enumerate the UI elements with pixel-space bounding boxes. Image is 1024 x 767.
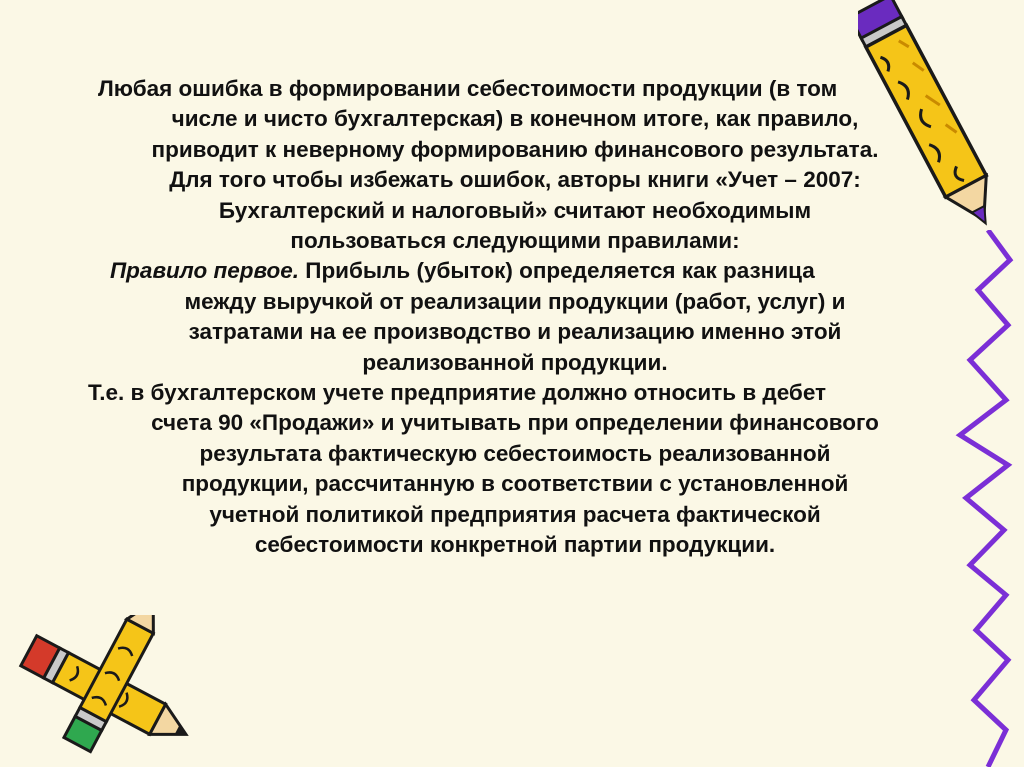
text-line: числе и чисто бухгалтерская) в конечном итоге, как правило, [171,106,859,132]
rule-text: Прибыль (убыток) определяется как разница [299,258,815,284]
text-line: учетной политикой предприятия расчета фактической [209,501,821,527]
text-line: продукции, рассчитанную в соответствии с установленной [181,471,849,497]
text-line: реализованной продукции. [362,349,668,375]
text-line: затратами на ее производство и реализацию именно этой [188,319,842,345]
text-line: между выручкой от реализации продукции (работ, услуг) и [184,288,846,314]
squiggle-line [948,230,1024,767]
text-line: приводит к неверному формированию финансового результата. [151,136,879,162]
text-line: Для того чтобы избежать ошибок, авторы книги «Учет – 2007: [169,167,861,193]
text-line: Любая ошибка в формировании себестоимости продукции (в том [98,76,838,101]
rule-heading: Правило первое. [110,258,300,284]
text-line: результата фактическую себестоимость реализованной [199,440,831,466]
pencil-icon [858,0,1008,245]
slide-text [80,74,950,561]
text-line: себестоимости конкретной партии продукции. [254,532,776,558]
text-line: счета 90 «Продажи» и учитывать при определении финансового [151,410,879,436]
text-line: Т.е. в бухгалтерском учете предприятие должно относить в дебет [88,380,827,406]
text-line: Бухгалтерский и налоговый» считают необходимым [218,197,812,223]
pencil-icon [0,615,220,767]
text-line: пользоваться следующими правилами: [290,228,740,254]
text-line [110,256,950,286]
